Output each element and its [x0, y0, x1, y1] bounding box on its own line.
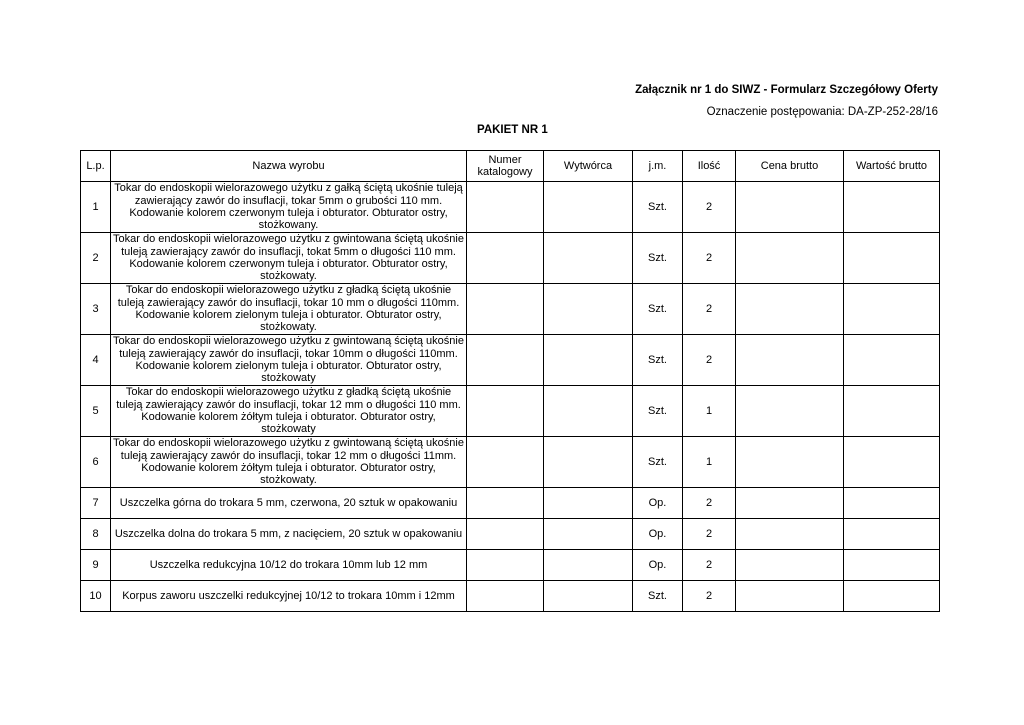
cell-catalog-input[interactable]: [467, 386, 544, 437]
cell-price-input[interactable]: [736, 437, 844, 488]
cell-unit: Szt.: [633, 437, 683, 488]
cell-lp: 9: [81, 550, 111, 581]
cell-manufacturer-input[interactable]: [544, 182, 633, 233]
cell-manufacturer-input[interactable]: [544, 581, 633, 612]
cell-price-input[interactable]: [736, 182, 844, 233]
cell-catalog-input[interactable]: [467, 437, 544, 488]
col-header-qty: Ilość: [683, 151, 736, 182]
col-header-lp: L.p.: [81, 151, 111, 182]
cell-qty: 2: [683, 182, 736, 233]
cell-catalog-input[interactable]: [467, 581, 544, 612]
table-row: [81, 284, 940, 335]
cell-name: Tokar do endoskopii wielorazowego użytku z gałką ściętą ukośnie tuleją zawierający zawór do insuflacji, tokar 5mm o grubości 110 mm. Kodowanie kolorem czerwonym tuleja i obturator. Obturator ostry, stożkowany.: [111, 182, 467, 233]
table-header-row: [81, 151, 940, 182]
cell-lp: 1: [81, 182, 111, 233]
table-row: [81, 437, 940, 488]
cell-manufacturer-input[interactable]: [544, 488, 633, 519]
cell-name: Tokar do endoskopii wielorazowego użytku z gładką ściętą ukośnie tuleją zawierający zawór do insuflacji, tokar 12 mm o długości 110 mm. Kodowanie kolorem żółtym tuleja i obturator. Obturator ostry, stożkowaty: [111, 386, 467, 437]
cell-price-input[interactable]: [736, 519, 844, 550]
cell-qty: 1: [683, 437, 736, 488]
cell-manufacturer-input[interactable]: [544, 284, 633, 335]
procedure-reference: Oznaczenie postępowania: DA-ZP-252-28/16: [706, 106, 938, 118]
offer-table: [80, 150, 940, 612]
form-title: Załącznik nr 1 do SIWZ - Formularz Szczegółowy Oferty: [635, 84, 938, 96]
cell-manufacturer-input[interactable]: [544, 335, 633, 386]
cell-value-input[interactable]: [844, 488, 940, 519]
cell-catalog-input[interactable]: [467, 284, 544, 335]
cell-unit: Szt.: [633, 386, 683, 437]
cell-value-input[interactable]: [844, 182, 940, 233]
table-row: [81, 233, 940, 284]
cell-name: Korpus zaworu uszczelki redukcyjnej 10/12 to trokara 10mm i 12mm: [111, 581, 467, 612]
cell-manufacturer-input[interactable]: [544, 519, 633, 550]
table-row: [81, 182, 940, 233]
col-header-unit: j.m.: [633, 151, 683, 182]
col-header-manufacturer: Wytwórca: [544, 151, 633, 182]
cell-value-input[interactable]: [844, 437, 940, 488]
cell-value-input[interactable]: [844, 335, 940, 386]
cell-name: Uszczelka redukcyjna 10/12 do trokara 10mm lub 12 mm: [111, 550, 467, 581]
cell-name: Tokar do endoskopii wielorazowego użytku z gwintowaną ściętą ukośnie tuleją zawierający zawór do insuflacji, tokar 10mm o długości 110mm. Kodowanie kolorem zielonym tuleja i obturator. Obturator ostry, stożkowaty: [111, 335, 467, 386]
table-row: [81, 550, 940, 581]
cell-unit: Op.: [633, 488, 683, 519]
col-header-name: Nazwa wyrobu: [111, 151, 467, 182]
cell-catalog-input[interactable]: [467, 182, 544, 233]
cell-name: Tokar do endoskopii wielorazowego użytku z gwintowaną ściętą ukośnie tuleją zawierający zawór do insuflacji, tokar 12 mm o długości 11mm. Kodowanie kolorem żółtym tuleja i obturator. Obturator ostry, stożkowaty.: [111, 437, 467, 488]
cell-catalog-input[interactable]: [467, 335, 544, 386]
cell-unit: Szt.: [633, 182, 683, 233]
cell-unit: Szt.: [633, 581, 683, 612]
cell-price-input[interactable]: [736, 550, 844, 581]
col-header-catalog: Numer katalogowy: [467, 151, 544, 182]
cell-price-input[interactable]: [736, 488, 844, 519]
cell-price-input[interactable]: [736, 386, 844, 437]
table-row: [81, 581, 940, 612]
cell-qty: 2: [683, 284, 736, 335]
cell-catalog-input[interactable]: [467, 519, 544, 550]
cell-price-input[interactable]: [736, 284, 844, 335]
cell-catalog-input[interactable]: [467, 550, 544, 581]
cell-lp: 5: [81, 386, 111, 437]
table-row: [81, 488, 940, 519]
col-header-value: Wartość brutto: [844, 151, 940, 182]
table-row: [81, 386, 940, 437]
cell-name: Uszczelka górna do trokara 5 mm, czerwona, 20 sztuk w opakowaniu: [111, 488, 467, 519]
cell-qty: 2: [683, 550, 736, 581]
cell-price-input[interactable]: [736, 233, 844, 284]
cell-manufacturer-input[interactable]: [544, 437, 633, 488]
cell-catalog-input[interactable]: [467, 488, 544, 519]
cell-name: Tokar do endoskopii wielorazowego użytku z gwintowana ściętą ukośnie tuleją zawierający zawór do insuflacji, tokat 5mm o długości 110 mm. Kodowanie kolorem czerwonym tuleja i obturator. Obturator ostry, stożkowaty.: [111, 233, 467, 284]
cell-price-input[interactable]: [736, 335, 844, 386]
cell-qty: 1: [683, 386, 736, 437]
cell-manufacturer-input[interactable]: [544, 233, 633, 284]
cell-unit: Op.: [633, 550, 683, 581]
cell-name: Tokar do endoskopii wielorazowego użytku z gładką ściętą ukośnie tuleją zawierający zawór do insuflacji, tokar 10 mm o długości 110mm. Kodowanie kolorem zielonym tuleja i obturator. Obturator ostry, stożkowaty.: [111, 284, 467, 335]
table-row: [81, 519, 940, 550]
cell-price-input[interactable]: [736, 581, 844, 612]
cell-value-input[interactable]: [844, 519, 940, 550]
cell-catalog-input[interactable]: [467, 233, 544, 284]
cell-value-input[interactable]: [844, 233, 940, 284]
table-row: [81, 335, 940, 386]
cell-qty: 2: [683, 519, 736, 550]
cell-unit: Szt.: [633, 284, 683, 335]
cell-name: Uszczelka dolna do trokara 5 mm, z nacięciem, 20 sztuk w opakowaniu: [111, 519, 467, 550]
cell-manufacturer-input[interactable]: [544, 386, 633, 437]
cell-value-input[interactable]: [844, 550, 940, 581]
cell-unit: Op.: [633, 519, 683, 550]
cell-qty: 2: [683, 233, 736, 284]
cell-unit: Szt.: [633, 335, 683, 386]
cell-lp: 3: [81, 284, 111, 335]
cell-value-input[interactable]: [844, 386, 940, 437]
cell-qty: 2: [683, 581, 736, 612]
cell-lp: 8: [81, 519, 111, 550]
cell-manufacturer-input[interactable]: [544, 550, 633, 581]
cell-lp: 6: [81, 437, 111, 488]
cell-qty: 2: [683, 335, 736, 386]
col-header-price: Cena brutto: [736, 151, 844, 182]
cell-value-input[interactable]: [844, 284, 940, 335]
cell-lp: 2: [81, 233, 111, 284]
cell-qty: 2: [683, 488, 736, 519]
cell-lp: 10: [81, 581, 111, 612]
cell-lp: 4: [81, 335, 111, 386]
cell-value-input[interactable]: [844, 581, 940, 612]
cell-lp: 7: [81, 488, 111, 519]
cell-unit: Szt.: [633, 233, 683, 284]
package-label: PAKIET NR 1: [477, 124, 548, 136]
